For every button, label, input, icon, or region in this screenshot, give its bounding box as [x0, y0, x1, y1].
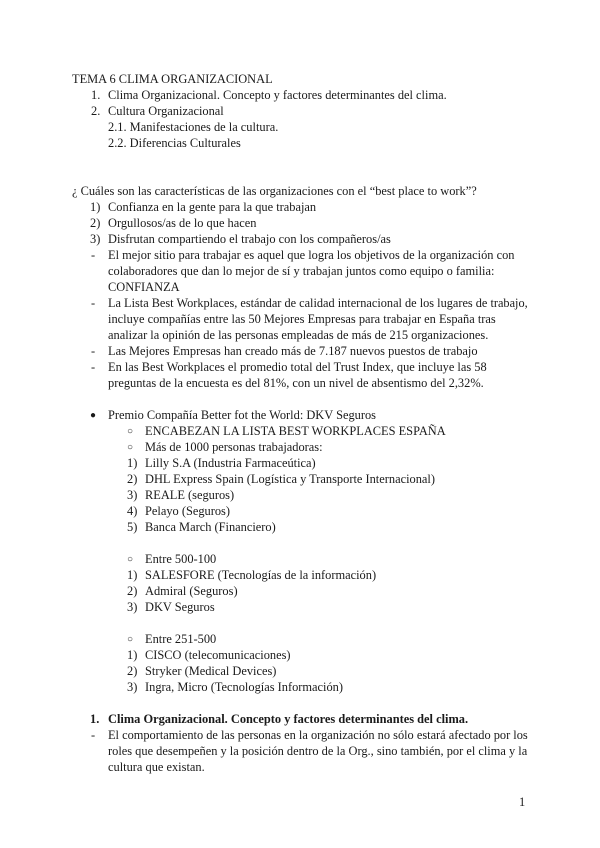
company-item: Pelayo (Seguros)	[145, 504, 230, 518]
toc-subitem: 2.1. Manifestaciones de la cultura.	[108, 120, 279, 134]
company-marker: 4)	[127, 504, 138, 518]
list-item: Orgullosos/as de lo que hacen	[108, 216, 257, 230]
company-item: SALESFORE (Tecnologías de la información)	[145, 568, 377, 582]
dash-marker: -	[91, 728, 96, 742]
toc-marker: 2.	[91, 104, 101, 118]
company-marker: 1)	[127, 456, 138, 470]
bullet-marker: ●	[90, 410, 97, 421]
company-marker: 1)	[127, 568, 138, 582]
toc-subitem: 2.2. Diferencias Culturales	[108, 136, 241, 150]
sub-bullet-marker: ○	[127, 426, 134, 437]
list-item: Confianza en la gente para la que trabajan	[108, 200, 317, 214]
toc-item: Cultura Organizacional	[108, 104, 224, 118]
question-line: ¿ Cuáles son las características de las organizaciones con el “best place to work”?	[72, 184, 477, 198]
premio-line: Premio Compañía Better fot the World: DKV Seguros	[108, 408, 377, 422]
company-item: CISCO (telecomunicaciones)	[145, 648, 291, 662]
body-line: roles que desempeñen y la posición dentro de la Org., sino también, por el clima y la	[108, 744, 528, 758]
company-marker: 5)	[127, 520, 138, 534]
company-item: Stryker (Medical Devices)	[145, 664, 277, 678]
section-heading: Clima Organizacional. Concepto y factores determinantes del clima.	[108, 712, 469, 726]
dash-marker: -	[91, 296, 96, 310]
list-marker: 2)	[90, 216, 101, 230]
dash-line: colaboradores que dan lo mejor de sí y trabajan juntos como equipo o familia:	[108, 264, 495, 278]
dash-line: La Lista Best Workplaces, estándar de calidad internacional de los lugares de trabajo,	[108, 296, 528, 310]
dash-line: preguntas de la encuesta es del 81%, con un nivel de absentismo del 2,32%.	[108, 376, 484, 390]
page-number: 1	[519, 795, 526, 809]
company-marker: 1)	[127, 648, 138, 662]
body-line: cultura que existan.	[108, 760, 205, 774]
company-item: Admiral (Seguros)	[145, 584, 238, 598]
sub-bullet-item: Más de 1000 personas trabajadoras:	[145, 440, 323, 454]
company-marker: 3)	[127, 600, 138, 614]
list-item: Disfrutan compartiendo el trabajo con los compañeros/as	[108, 232, 391, 246]
company-item: Banca March (Financiero)	[145, 520, 276, 534]
company-marker: 2)	[127, 472, 138, 486]
dash-marker: -	[91, 248, 96, 262]
company-marker: 2)	[127, 584, 138, 598]
company-item: REALE (seguros)	[145, 488, 235, 502]
sub-bullet-item: Entre 500-100	[145, 552, 217, 566]
list-marker: 1)	[90, 200, 101, 214]
document-title: TEMA 6 CLIMA ORGANIZACIONAL	[72, 72, 273, 86]
company-item: DKV Seguros	[145, 600, 215, 614]
sub-bullet-item: ENCABEZAN LA LISTA BEST WORKPLACES ESPAÑA	[145, 424, 446, 438]
company-item: Lilly S.A (Industria Farmaceútica)	[145, 456, 316, 470]
sub-bullet-item: Entre 251-500	[145, 632, 217, 646]
body-line: El comportamiento de las personas en la organización no sólo estará afectado por los	[108, 728, 528, 742]
dash-marker: -	[91, 344, 96, 358]
company-item: DHL Express Spain (Logística y Transporte Internacional)	[145, 472, 435, 486]
toc-marker: 1.	[91, 88, 101, 102]
toc-item: Clima Organizacional. Concepto y factores determinantes del clima.	[108, 88, 447, 102]
sub-bullet-marker: ○	[127, 554, 134, 565]
list-marker: 3)	[90, 232, 101, 246]
sub-bullet-marker: ○	[127, 634, 134, 645]
dash-line: El mejor sitio para trabajar es aquel que logra los objetivos de la organización con	[108, 248, 515, 262]
company-marker: 3)	[127, 680, 138, 694]
company-item: Ingra, Micro (Tecnologías Información)	[145, 680, 343, 694]
company-marker: 3)	[127, 488, 138, 502]
section-marker: 1.	[90, 712, 100, 726]
dash-line: incluye compañías entre las 50 Mejores Empresas para trabajar en España tras	[108, 312, 496, 326]
dash-line: CONFIANZA	[108, 280, 180, 294]
dash-line: Las Mejores Empresas han creado más de 7.187 nuevos puestos de trabajo	[108, 344, 478, 358]
dash-line: En las Best Workplaces el promedio total del Trust Index, que incluye las 58	[108, 360, 487, 374]
dash-line: analizar la opinión de las personas empleadas de más de 215 organizaciones.	[108, 328, 489, 342]
company-marker: 2)	[127, 664, 138, 678]
dash-marker: -	[91, 360, 96, 374]
sub-bullet-marker: ○	[127, 442, 134, 453]
